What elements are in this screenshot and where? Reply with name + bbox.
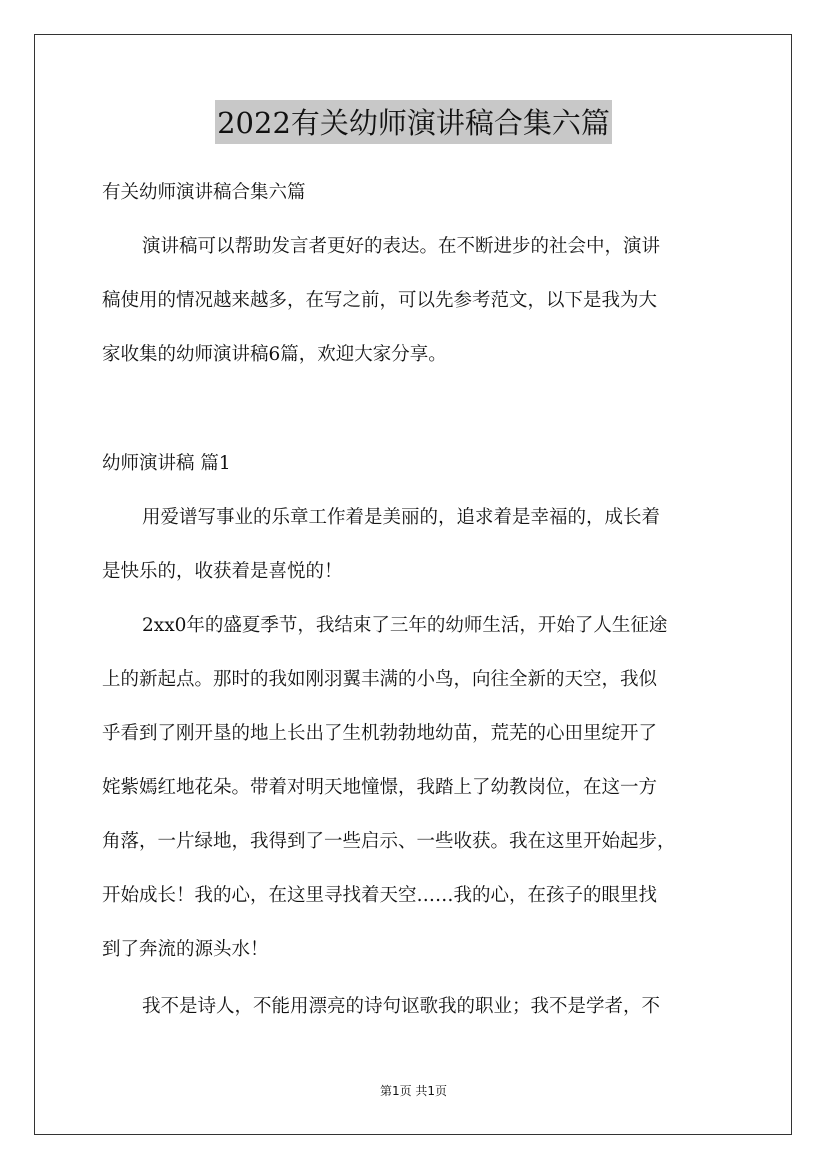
text-line: 我不是诗人，不能用漂亮的诗句讴歌我的职业；我不是学者，不 (142, 996, 661, 1017)
document-subtitle: 有关幼师演讲稿合集六篇 (102, 182, 306, 203)
intro-paragraph (102, 220, 742, 382)
text-line: 家收集的幼师演讲稿6篇，欢迎大家分享。 (102, 344, 447, 365)
page-footer: 第1页 共1页 (379, 1084, 448, 1098)
text-line: 2xx0年的盛夏季节，我结束了三年的幼师生活，开始了人生征途 (142, 615, 668, 636)
text-line: 姹紫嫣红地花朵。带着对明天地憧憬，我踏上了幼教岗位，在这一方 (102, 777, 658, 798)
text-line: 稿使用的情况越来越多，在写之前，可以先参考范文，以下是我为大 (102, 290, 658, 311)
text-line: 演讲稿可以帮助发言者更好的表达。在不断进步的社会中，演讲 (142, 236, 661, 257)
text-line: 是快乐的，收获着是喜悦的！ (102, 561, 343, 582)
section-heading-block (102, 437, 742, 491)
text-line: 到了奔流的源头水！ (102, 939, 269, 960)
section-heading: 幼师演讲稿 篇1 (102, 453, 231, 474)
paragraph-3 (102, 980, 742, 1034)
document-title: 2022有关幼师演讲稿合集六篇 (215, 100, 612, 144)
text-line: 用爱谱写事业的乐章工作着是美丽的，追求着是幸福的，成长着 (142, 507, 661, 528)
text-line: 角落，一片绿地，我得到了一些启示、一些收获。我在这里开始起步， (102, 831, 676, 852)
title-container (0, 100, 827, 144)
text-line: 乎看到了刚开垦的地上长出了生机勃勃地幼苗，荒芜的心田里绽开了 (102, 723, 658, 744)
paragraph-2 (102, 599, 742, 977)
subtitle-block (102, 166, 742, 220)
text-line: 开始成长！我的心，在这里寻找着天空……我的心，在孩子的眼里找 (102, 885, 658, 906)
paragraph-1 (102, 491, 742, 599)
text-line: 上的新起点。那时的我如刚羽翼丰满的小鸟，向往全新的天空，我似 (102, 669, 658, 690)
